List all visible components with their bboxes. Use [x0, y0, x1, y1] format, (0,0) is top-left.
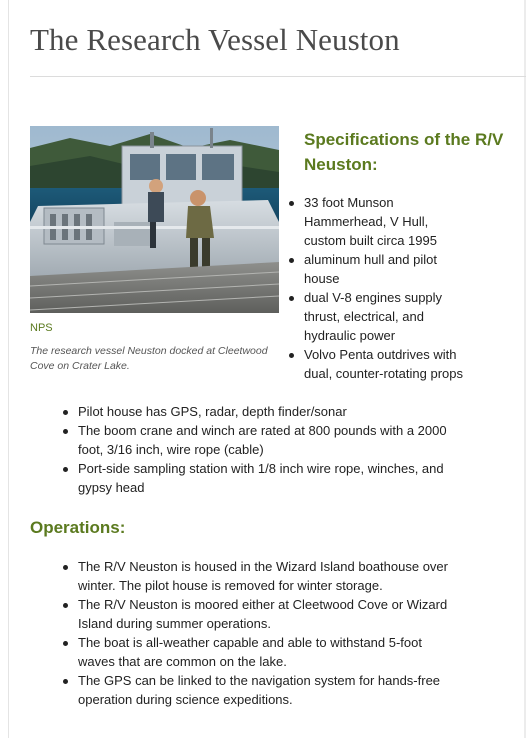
- photo-caption: The research vessel Neuston docked at Cleetwood Cove on Crater Lake.: [30, 345, 268, 372]
- list-item: The R/V Neuston is moored either at Cleetwood Cove or Wizard Island during summer operations.: [60, 595, 460, 633]
- list-item: The boom crane and winch are rated at 800 pounds with a 2000 foot, 3/16 inch, wire rope (cable): [60, 421, 460, 459]
- photo-credit: NPS: [30, 322, 53, 334]
- list-item: 33 foot Munson Hammerhead, V Hull, custom built circa 1995: [286, 193, 472, 250]
- list-item: Port-side sampling station with 1/8 inch wire rope, winches, and gypsy head: [60, 459, 460, 497]
- operations-list: [60, 557, 460, 709]
- list-item: Pilot house has GPS, radar, depth finder/sonar: [60, 402, 460, 421]
- list-item: aluminum hull and pilot house: [286, 250, 472, 288]
- list-item: The GPS can be linked to the navigation system for hands-free operation during science expeditions.: [60, 671, 460, 709]
- vessel-photo: [30, 126, 279, 313]
- left-border: [8, 0, 9, 738]
- title-divider: [30, 76, 526, 77]
- specifications-list: [286, 193, 472, 383]
- list-item: The R/V Neuston is housed in the Wizard Island boathouse over winter. The pilot house is removed for winter storage.: [60, 557, 460, 595]
- operations-heading: Operations:: [30, 518, 126, 537]
- specifications-heading: Specifications of the R/V Neuston:: [304, 130, 504, 174]
- list-item: The boat is all-weather capable and able to withstand 5-foot waves that are common on the lake.: [60, 633, 460, 671]
- list-item: Volvo Penta outdrives with dual, counter-rotating props: [286, 345, 472, 383]
- specifications-list-continued: [60, 402, 460, 497]
- list-item: dual V-8 engines supply thrust, electrical, and hydraulic power: [286, 288, 472, 345]
- page-title: The Research Vessel Neuston: [30, 22, 400, 57]
